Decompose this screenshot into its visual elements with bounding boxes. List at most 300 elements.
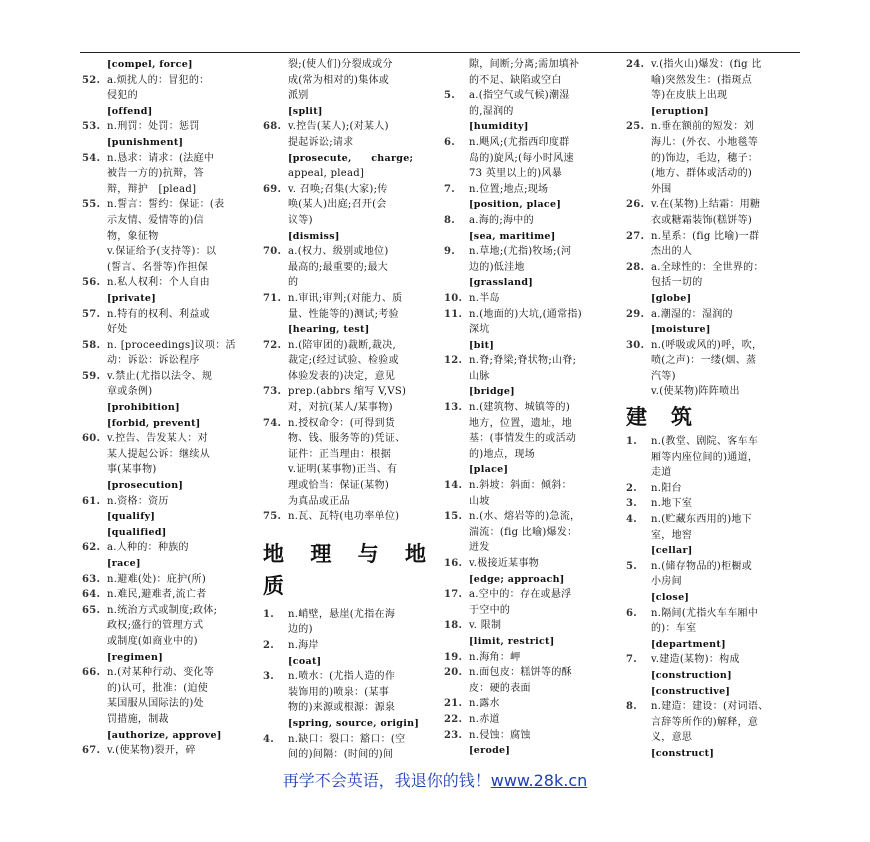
entry-number: 5. [626, 560, 638, 572]
entry-number: 53. [82, 121, 101, 133]
vocab-entry [626, 338, 792, 400]
entry-line [444, 369, 610, 385]
entry-line [444, 540, 610, 556]
entry-line [263, 494, 428, 510]
section-heading-char: 地 [404, 541, 428, 566]
entry-line [444, 650, 610, 666]
entry-text: 某国服从国际法的)处 [107, 698, 204, 710]
entry-line [444, 166, 610, 182]
entry-line [82, 166, 257, 182]
entry-number: 65. [82, 604, 101, 616]
entry-text: n.(陪审团的)裁断,裁决, [288, 339, 396, 351]
entry-line [263, 135, 428, 151]
entry-text: 侵犯的 [107, 90, 138, 102]
entry-line [444, 151, 610, 167]
entry-line [263, 447, 428, 463]
vocab-entry [82, 275, 257, 306]
entry-text: 动：诉讼：诉讼程序 [107, 355, 200, 367]
vocab-entry [626, 496, 792, 512]
entry-line [626, 574, 792, 590]
entry-line [263, 369, 428, 385]
entry-line [626, 260, 792, 276]
entry-number: 2. [263, 640, 275, 651]
vocab-entry [626, 512, 792, 559]
entry-text: 包括一切的 [651, 277, 703, 289]
entry-line [626, 699, 792, 715]
footer-banner [0, 768, 870, 791]
entry-line [444, 509, 610, 525]
entry-line [263, 716, 428, 732]
entry-text: 示友情、爱情等的)信 [107, 214, 204, 226]
entry-number: 73. [263, 386, 282, 398]
entry-text: n.赤道 [469, 713, 500, 725]
entry-line [263, 291, 428, 307]
entry-line [263, 88, 428, 104]
entry-text: n.恳求：请求：(法庭中 [107, 152, 215, 164]
entry-line [626, 528, 792, 544]
entry-line [626, 450, 792, 466]
entry-text: a.全球性的：全世界的： [651, 261, 764, 273]
entry-text: 被告一方的)抗辩，答 [107, 168, 204, 180]
section-heading-continued: 质 [263, 573, 286, 598]
entry-line [444, 712, 610, 728]
entry-text: n.草地;(尤指)牧场;(河 [469, 246, 572, 258]
entry-text: n.阳台 [651, 482, 682, 494]
entry-number: 5. [444, 90, 456, 102]
entry-text: 边的) [288, 624, 313, 636]
entry-text: n.特有的权利、利益或 [107, 308, 210, 320]
entry-text: 最高的;最重要的;最大 [288, 261, 389, 273]
entry-number: 15. [444, 511, 463, 523]
entry-number: 4. [626, 514, 638, 526]
entry-line [82, 603, 257, 619]
vocab-entry [82, 119, 257, 150]
entry-number: 19. [444, 651, 463, 663]
vocab-entry [263, 384, 428, 415]
entry-text: 喻)突然发生：(指斑点 [651, 74, 753, 86]
entry-text: n.峭壁，悬崖(尤指在海 [288, 608, 396, 620]
vocab-entry [82, 197, 257, 275]
entry-number: 23. [444, 729, 463, 741]
entry-line [626, 434, 792, 450]
entry-number: 58. [82, 339, 101, 351]
entry-text: 隙，间断;分离;需加填补 [469, 59, 580, 70]
vocab-entry [444, 618, 610, 649]
vocab-entry [444, 135, 610, 182]
entry-text: 于空中的 [469, 604, 511, 616]
entry-text: n.瓦、瓦特(电功率单位) [288, 511, 400, 523]
entry-text: n.面包皮：糕饼等的酥 [469, 667, 572, 679]
entry-line [263, 260, 428, 276]
entry-text: 山脉 [469, 370, 490, 382]
entry-text: n.资格：资历 [107, 495, 169, 507]
entry-number: 17. [444, 589, 463, 601]
entry-line [82, 540, 257, 556]
vocab-entry [82, 431, 257, 493]
entry-text: n. [proceedings]议项：活 [107, 339, 236, 351]
vocab-entry [82, 587, 257, 603]
entry-text: [place] [469, 464, 509, 476]
entry-text: 理或恰当：保证(某物) [288, 480, 390, 492]
entry-number: 25. [626, 121, 645, 133]
entry-text: n.(地面的)大坑,(通常指) [469, 308, 582, 320]
entry-text: 为真品或正品 [288, 495, 350, 507]
entry-text: 汽等) [651, 370, 676, 382]
entry-number: 10. [444, 292, 463, 304]
entry-number: 54. [82, 152, 101, 164]
vocab-entry [263, 57, 428, 119]
entry-line [82, 696, 257, 712]
vocab-entry [626, 699, 792, 761]
entry-line [626, 606, 792, 622]
entry-text: [split] [288, 105, 323, 117]
entry-line [82, 322, 257, 338]
entry-number: 6. [626, 607, 638, 619]
entry-line [263, 119, 428, 135]
entry-text: n.脊;脊梁;脊状物;山脊; [469, 355, 577, 367]
entry-text: n.(水、熔岩等的)急流， [469, 511, 581, 523]
entry-line [82, 743, 257, 759]
entry-text: [prohibition] [107, 402, 180, 414]
entry-text: v.保证给予(支持等)：以 [107, 246, 217, 258]
entry-number: 3. [263, 671, 275, 683]
section-heading-char: 地 [263, 541, 286, 566]
entry-line [82, 275, 257, 291]
entry-text: [compel, force] [107, 59, 193, 70]
entry-text: [authorize, approve] [107, 729, 222, 741]
entry-text: [position, place] [469, 199, 562, 211]
entry-line [626, 229, 792, 245]
entry-text: n.誓言：誓约：保证：(表 [107, 199, 225, 211]
entry-text: [eruption] [651, 105, 709, 117]
entry-text: n.(建筑物、城镇等的) [469, 402, 571, 414]
entry-line [444, 182, 610, 198]
vocab-entry [626, 652, 792, 699]
entry-text: 湍流：(fig 比喻)爆发： [469, 526, 578, 538]
entry-line [263, 509, 428, 525]
entry-number: 18. [444, 620, 463, 632]
vocab-entry [82, 743, 257, 759]
entry-text: [qualify] [107, 511, 156, 523]
entry-line [82, 478, 257, 494]
top-rule [80, 52, 800, 53]
section-heading-char: 筑 [671, 405, 694, 430]
vocab-entry [263, 291, 428, 338]
vocab-entry [626, 307, 792, 338]
entry-text: a.人种的：种族的 [107, 542, 189, 554]
entry-line [444, 728, 610, 744]
section-heading [263, 539, 428, 571]
entry-text: 或制度(如商业中的) [107, 635, 198, 647]
entry-text: v.极接近某事物 [469, 558, 540, 569]
entry-line [444, 353, 610, 369]
entry-text: n.避难(处)：庇护(所) [107, 573, 207, 585]
entry-text: [prosecution] [107, 480, 184, 492]
entry-text: 罚措施，制裁 [107, 713, 169, 725]
entry-text: n.地下室 [651, 498, 693, 510]
entry-line [626, 652, 792, 668]
entry-text: n.统治方式或制度;政体; [107, 604, 218, 616]
entry-text: 辩，辩护 [plead] [107, 183, 197, 195]
entry-text: n.喷水：(尤指人造的作 [288, 671, 396, 683]
entry-number: 72. [263, 339, 282, 351]
entry-text: n.垂在额前的短发：刘 [651, 121, 754, 133]
vocab-entry [444, 587, 610, 618]
entry-text: 的)饰边，毛边，穗子： [651, 152, 759, 164]
vocab-entry [626, 57, 792, 119]
entry-text: n.海岸 [288, 640, 319, 651]
vocab-entry [263, 338, 428, 385]
entry-line [82, 618, 257, 634]
entry-line [626, 730, 792, 746]
entry-line [82, 119, 257, 135]
entry-line [626, 668, 792, 684]
entry-line [82, 728, 257, 744]
entry-line [82, 307, 257, 323]
entry-number: 62. [82, 542, 101, 554]
entry-line [82, 416, 257, 432]
entry-text: a.(权力、级别或地位) [288, 246, 389, 258]
vocab-entry [263, 244, 428, 291]
entry-line [263, 384, 428, 400]
entry-text: n.飓风;(尤指西印度群 [469, 136, 570, 148]
entry-number: 22. [444, 713, 463, 725]
entry-text: 派别 [288, 90, 309, 102]
entry-number: 56. [82, 277, 101, 289]
entry-line [626, 73, 792, 89]
entry-text: a.(指空气或气候)潮湿 [469, 90, 570, 102]
entry-text: 议等) [288, 214, 313, 226]
entry-line [444, 743, 610, 759]
entry-text: v.证明(某事物)正当、有 [288, 464, 398, 476]
vocab-entry [444, 509, 610, 556]
entry-number: 30. [626, 339, 645, 351]
entry-line [82, 369, 257, 385]
vocab-entry [444, 291, 610, 307]
entry-text: 言辞等所作的)解释，意 [651, 716, 759, 728]
entry-number: 7. [626, 654, 638, 666]
entry-text: [spring, source, origin] [288, 717, 420, 729]
footer-slogan: 再学不会英语，我退你的钱！ [282, 771, 491, 790]
entry-text: [humidity] [469, 121, 529, 133]
entry-text: 的)认可，批准：(迫使 [107, 682, 209, 694]
entry-text: [close] [651, 592, 690, 603]
entry-text: 提起诉讼;请求 [288, 136, 354, 148]
entry-text: n.刑罚：处罚：惩罚 [107, 121, 200, 133]
entry-text: [erode] [469, 745, 511, 757]
entry-text: 物，象征物 [107, 230, 159, 242]
entry-line [626, 291, 792, 307]
entry-line [444, 275, 610, 291]
entry-text: 的,湿润的 [469, 105, 514, 117]
entry-line [263, 462, 428, 478]
entry-line [626, 746, 792, 762]
entry-number: 60. [82, 433, 101, 445]
entry-number: 20. [444, 667, 463, 679]
entry-text: [grassland] [469, 277, 534, 289]
entry-line [263, 607, 428, 623]
entry-line [626, 244, 792, 260]
entry-line [82, 88, 257, 104]
entry-line [82, 525, 257, 541]
entry-text: [regimen] [107, 651, 163, 663]
entry-line [263, 431, 428, 447]
vocab-entry [263, 669, 428, 731]
entry-line [263, 654, 428, 670]
entry-line [82, 291, 257, 307]
entry-text: n.(呼吸或风的)呼，吹， [651, 339, 763, 351]
entry-line [82, 587, 257, 603]
entry-line [626, 353, 792, 369]
entry-line [263, 747, 428, 763]
entry-line [263, 197, 428, 213]
entry-line [626, 322, 792, 338]
entry-line [444, 525, 610, 541]
entry-text: 喷(之声)：一缕(烟、蒸 [651, 355, 757, 367]
entry-line [444, 572, 610, 588]
vocab-entry [82, 494, 257, 541]
entry-line [82, 556, 257, 572]
entry-line [82, 572, 257, 588]
entry-number: 63. [82, 573, 101, 585]
entry-text: 迸发 [469, 542, 490, 554]
entry-line [82, 494, 257, 510]
entry-line [626, 166, 792, 182]
entry-line [263, 353, 428, 369]
entry-text: n.授权命令：(可得到货 [288, 417, 396, 429]
entry-number: 74. [263, 417, 282, 429]
entry-text: 事(某事物) [107, 464, 157, 476]
entry-text: a.空中的：存在或悬浮 [469, 589, 572, 601]
entry-text: n.审讯;审判;(对能力、质 [288, 292, 403, 304]
entry-text: n.难民,避难者,流亡者 [107, 589, 207, 601]
entry-line [626, 119, 792, 135]
entry-text: [department] [651, 638, 726, 650]
entry-line [444, 556, 610, 572]
entry-number: 11. [444, 308, 463, 320]
entry-line [263, 104, 428, 120]
entry-text: 边的)低洼地 [469, 261, 525, 273]
entry-number: 69. [263, 183, 282, 195]
entry-line [444, 291, 610, 307]
entry-line [626, 369, 792, 385]
entry-text: v.(使某物)阵阵喷出 [651, 386, 740, 398]
entry-line [444, 307, 610, 323]
entry-line [263, 669, 428, 685]
entry-text: [forbid, prevent] [107, 417, 201, 429]
entry-number: 61. [82, 495, 101, 507]
entry-text: n.(储存物品的)柜橱或 [651, 560, 753, 572]
entry-line [444, 681, 610, 697]
entry-number: 2. [626, 482, 638, 494]
entry-line [444, 213, 610, 229]
entry-text: [sea, maritime] [469, 230, 556, 242]
entry-line [626, 338, 792, 354]
entry-text: v.(指火山)爆发：(fig 比 [651, 59, 762, 70]
entry-line [626, 590, 792, 606]
vocab-entry [626, 559, 792, 606]
entry-line [263, 638, 428, 654]
entry-line [263, 322, 428, 338]
entry-text: n.缺口：裂口：豁口：(空 [288, 733, 406, 745]
section-heading-char: 与 [357, 541, 381, 566]
entry-text: [limit, restrict] [469, 635, 555, 647]
entry-line [444, 260, 610, 276]
entry-text: 海儿：(外衣、小地毯等 [651, 136, 759, 148]
column-4 [626, 57, 792, 762]
entry-line [263, 213, 428, 229]
entry-text: [private] [107, 292, 157, 304]
entry-text: n.(对某种行动、变化等 [107, 667, 215, 679]
entry-text: [race] [107, 558, 141, 569]
entry-text: 深坑 [469, 324, 490, 336]
column-3 [444, 57, 610, 759]
entry-line [444, 88, 610, 104]
entry-line [444, 618, 610, 634]
vocab-entry [82, 151, 257, 198]
entry-number: 27. [626, 230, 645, 242]
entry-text: 唤(某人)出庭;召开(会 [288, 199, 387, 211]
entry-text: 的)：车室 [651, 623, 697, 635]
entry-line [444, 197, 610, 213]
vocab-entry [263, 638, 428, 669]
entry-number: 26. [626, 199, 645, 211]
entry-text: 山坡 [469, 495, 490, 507]
entry-line [82, 431, 257, 447]
entry-number: 9. [444, 246, 456, 258]
entry-line [626, 88, 792, 104]
section-heading-char: 建 [626, 405, 649, 430]
column-2 [263, 57, 428, 763]
entry-text: 的不足、缺陷或空白 [469, 74, 562, 86]
entry-line [82, 197, 257, 213]
vocab-entry [82, 540, 257, 571]
vocab-entry [444, 353, 610, 400]
entry-text: [constructive] [651, 685, 731, 697]
vocab-entry [82, 307, 257, 338]
vocab-entry [444, 244, 610, 291]
entry-text: 成(常为相对的)集体或 [288, 74, 390, 86]
entry-line [82, 135, 257, 151]
entry-text: v.(使某物)裂开，碎 [107, 745, 196, 757]
entry-text: n.(教堂、剧院、客车车 [651, 436, 759, 448]
vocab-entry [626, 229, 792, 260]
vocab-entry [444, 696, 610, 712]
entry-line [263, 307, 428, 323]
vocab-entry [444, 213, 610, 244]
entry-text: 杰出的人 [651, 246, 693, 258]
entry-line [444, 416, 610, 432]
footer-url-link[interactable]: www.28k.cn [490, 771, 588, 790]
vocab-entry [626, 119, 792, 197]
entry-text: 体验发表的)决定，意见 [288, 370, 396, 382]
entry-text: 证件：正当理由：根据 [288, 448, 391, 460]
entry-number: 16. [444, 558, 463, 569]
vocab-entry [444, 556, 610, 587]
entry-line [444, 478, 610, 494]
entry-line [444, 104, 610, 120]
entry-text: [construction] [651, 669, 732, 681]
vocab-entry [444, 182, 610, 213]
entry-text: v.控告、告发某人：对 [107, 433, 208, 445]
entry-line [444, 338, 610, 354]
entry-line [82, 338, 257, 354]
entry-text: 政权;盛行的管理方式 [107, 620, 204, 632]
entry-line [82, 447, 257, 463]
entry-line [263, 416, 428, 432]
column-1 [82, 57, 257, 759]
entry-line [444, 400, 610, 416]
